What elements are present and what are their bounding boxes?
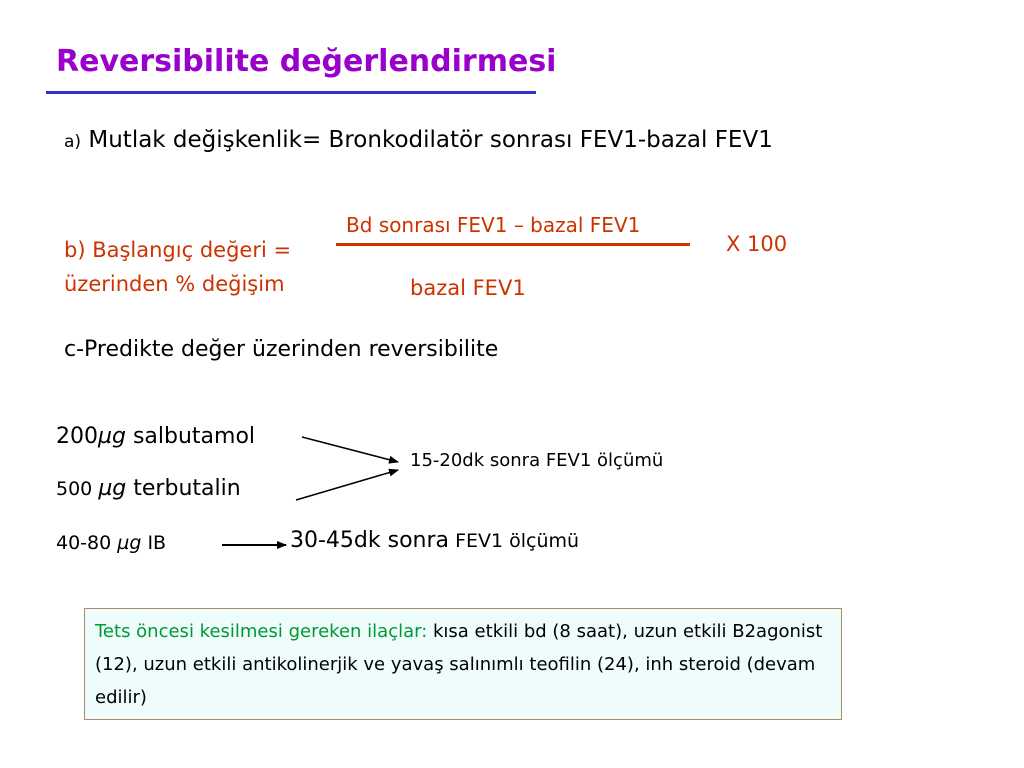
drug-dose: 500 bbox=[56, 478, 99, 500]
item-a-text: Mutlak değişkenlik= Bronkodilatör sonrası FEV1-bazal FEV1 bbox=[81, 127, 773, 153]
item-b-label-line1: b) Başlangıç değeri = bbox=[64, 238, 292, 262]
formula-numerator: Bd sonrası FEV1 – bazal FEV1 bbox=[346, 213, 641, 237]
drug-name: IB bbox=[141, 532, 167, 554]
measurement-30-45-main: 30-45dk sonra bbox=[290, 528, 450, 553]
item-a-prefix: a) bbox=[64, 132, 82, 152]
drug-unit: µg bbox=[98, 476, 127, 501]
formula-multiplier: X 100 bbox=[726, 232, 788, 256]
formula-denominator: bazal FEV1 bbox=[410, 276, 526, 300]
drug-unit: µg bbox=[117, 532, 142, 554]
drug-name: terbutalin bbox=[126, 476, 241, 501]
measurement-15-20: 15-20dk sonra FEV1 ölçümü bbox=[410, 450, 664, 471]
note-box bbox=[84, 608, 842, 720]
arrow-terbutalin bbox=[296, 470, 398, 500]
drug-unit: µg bbox=[98, 424, 126, 449]
arrow-salbutamol bbox=[302, 437, 398, 462]
drug-name: salbutamol bbox=[125, 424, 256, 449]
slide-title: Reversibilite değerlendirmesi bbox=[56, 44, 557, 79]
measurement-30-45 bbox=[290, 528, 579, 553]
note-body: kısa etkili bd (8 saat), uzun etkili B2agonist (12), uzun etkili antikolinerjik ve yavaş salınımlı teofilin (24), inh steroid (devam edilir) bbox=[95, 621, 823, 708]
item-b-label-line2: üzerinden % değişim bbox=[64, 272, 285, 296]
note-heading: Tets öncesi kesilmesi gereken ilaçlar: bbox=[95, 621, 428, 642]
drug-dose: 200 bbox=[56, 424, 98, 449]
drug-dose: 40-80 bbox=[56, 532, 118, 554]
item-c: c-Predikte değer üzerinden reversibilite bbox=[64, 337, 499, 362]
measurement-30-45-rest: FEV1 ölçümü bbox=[449, 530, 580, 552]
